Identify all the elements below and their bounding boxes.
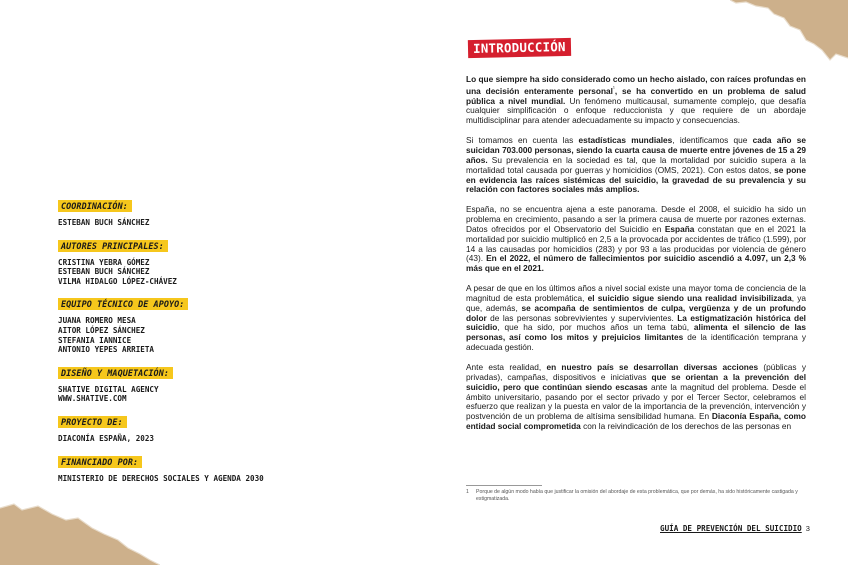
credit-name: AITOR LÓPEZ SÁNCHEZ [58,325,145,335]
credit-name: DIACONÍA ESPAÑA, 2023 [58,433,155,443]
bold-run: La estigmatización histórica del suicidio [466,312,806,333]
credit-heading: PROYECTO DE: [58,416,127,428]
credit-names [58,258,308,287]
section-title: INTRODUCCIÓN [468,38,571,58]
torn-paper-bottom-left [0,490,160,565]
credit-name: MINISTERIO DE DERECHOS SOCIALES Y AGENDA 2030 [58,473,264,483]
text-run: , identificamos que [672,134,753,145]
credit-names [58,316,308,354]
text-run: España, no se encuentra ajena a este panorama. Desde el 2008, el suicidio ha sido un problema en crecimiento, pasando a ser la primera causa de muerte por razones externas. Datos ofrecidos por el Observatorio del Suicidio en [466,203,806,234]
credit-main-authors [58,236,308,287]
bold-run: el suicidio sigue siendo una realidad invisibilizada [587,292,792,303]
bold-run: España [664,223,695,234]
credit-name: ESTEBAN BUCH SÁNCHEZ [58,267,150,277]
credit-coordination [58,196,308,228]
text-run: (públicas y privadas), campañas, dispositivos e iniciativas [466,361,806,382]
credit-project [58,412,308,444]
bold-run: estadísticas mundiales [578,134,673,145]
body-text [466,75,806,432]
footnote-mark: 1 [466,489,469,495]
paragraph [466,75,806,126]
credit-name: STEFANIA IANNICE [58,335,132,345]
text-run: Ante esta realidad, [466,361,547,372]
text-run: Un fenómeno multicausal, sumamente complejo, que desafía cualquier simplificación o enfoque reduccionista y que requiere de un abordaje multidisciplinar para atender adecuadamente su impacto y consecuencias. [466,95,807,126]
text-run: , ya que, además, [466,292,807,313]
credit-name: JUANA ROMERO MESA [58,316,136,326]
credit-names [58,218,308,228]
credit-design [58,363,308,404]
credit-funding [58,452,308,484]
text-run: con la reivindicación de los derechos de las personas en [580,421,792,432]
text-run: A pesar de que en los últimos años a nivel social existe una mayor toma de conciencia de la magnitud de esta problemática, [466,282,806,303]
bold-run: en nuestro país se desarrollan diversas acciones [546,361,759,372]
credit-names [58,434,308,444]
paragraph [466,136,806,195]
credit-heading: FINANCIADO POR: [58,456,142,468]
credit-names [58,385,308,404]
paragraph [466,205,806,274]
credit-website-link[interactable]: WWW.SHATIVE.COM [58,394,127,404]
text-run: ante la magnitud del problema. Desde el ámbito universitario, pasando por el sector privado y por el Tercer Sector, celebramos el esfuerzo que realizan y la puesta en valor de la importancia de la prevención, intervención y postvención de un problema de altísima sensibilidad humana. En [466,381,806,422]
bold-run: En el 2022, el número de fallecimientos por suicidio ascendió a 4.097, un 2,3 % más que en el 2021. [466,253,806,274]
footnote-divider [466,485,542,486]
credit-heading: AUTORES PRINCIPALES: [58,240,168,252]
credit-name: CRISTINA YEBRA GÓMEZ [58,257,150,267]
bold-run: Diaconía España, como entidad social comprometida [466,411,806,432]
text-run: Si tomamos en cuenta las [466,134,579,145]
footnote-text: Porque de algún modo había que justificar la omisión del abordaje de esta problemática, que por demás, ha sido históricamente castigada y estigmatizada. [476,489,798,502]
bold-run: , se ha convertido en un problema de salud pública a nivel mundial. [466,85,806,106]
bold-run: cada año se suicidan 703.000 personas, siendo la cuarta causa de muerte entre jóvenes de 15 a 29 años. [466,134,806,165]
text-run: Su prevalencia en la sociedad es tal, que la mortalidad por suicidio supera a la mortalidad total causada por guerras y homicidios (OMS, 2021). Con estos datos, [466,154,806,175]
bold-run: alimenta el silencio de las personas, así como los mitos y prejuicios limitantes [466,322,806,343]
bold-run: que se orientan a la prevención del suicidio, pero que continúan siendo escasas [466,371,807,392]
footnote [466,489,806,502]
text-run: de la identificación temprana y adecuada gestión. [466,332,806,353]
bold-run: Lo que siempre ha sido considerado como un hecho aislado, con raíces profundas en una decisión enteramente personal [466,74,806,96]
credit-name: ANTONIO YEPES ARRIETA [58,345,155,355]
bold-run: se pone en evidencia las raíces sistémicas del suicidio, la gravedad de su prevalencia y su relación con factores sociales más amplios. [466,164,806,195]
credit-name: SHATIVE DIGITAL AGENCY [58,384,159,394]
text-run: ¹ [612,85,615,92]
credits-panel [58,196,308,491]
credit-names [58,474,308,484]
credit-heading: COORDINACIÓN: [58,200,132,212]
credit-heading: DISEÑO Y MAQUETACIÓN: [58,367,173,379]
paragraph [466,363,806,432]
text-run: , que ha sido, por muchos años un tema tabú, [497,322,694,333]
credit-name: ESTEBAN BUCH SÁNCHEZ [58,218,150,227]
footer-title: GUÍA DE PREVENCIÓN DEL SUICIDIO [660,524,802,533]
text-run: de las personas sobrevivientes y supervivientes. [486,312,678,323]
credit-name: VILMA HIDALGO LÓPEZ-CHÁVEZ [58,276,177,286]
paragraph [466,284,806,353]
torn-paper-top-right [730,0,848,62]
page-number: 3 [805,524,810,533]
bold-run: se acompaña de sentimientos de culpa, vergüenza y de un profundo dolor [466,302,806,323]
credit-heading: EQUIPO TÉCNICO DE APOYO: [58,298,188,310]
text-run: constatan que en el 2021 la mortalidad por suicidio multiplicó en 2,5 a la provocada por accidentes de tráfico (1.599), por 14 a las causadas por homicidios (283) y por 93 a las producidas por violencia de género (43). [466,223,806,264]
page-footer [660,524,810,533]
credit-support-team [58,294,308,354]
